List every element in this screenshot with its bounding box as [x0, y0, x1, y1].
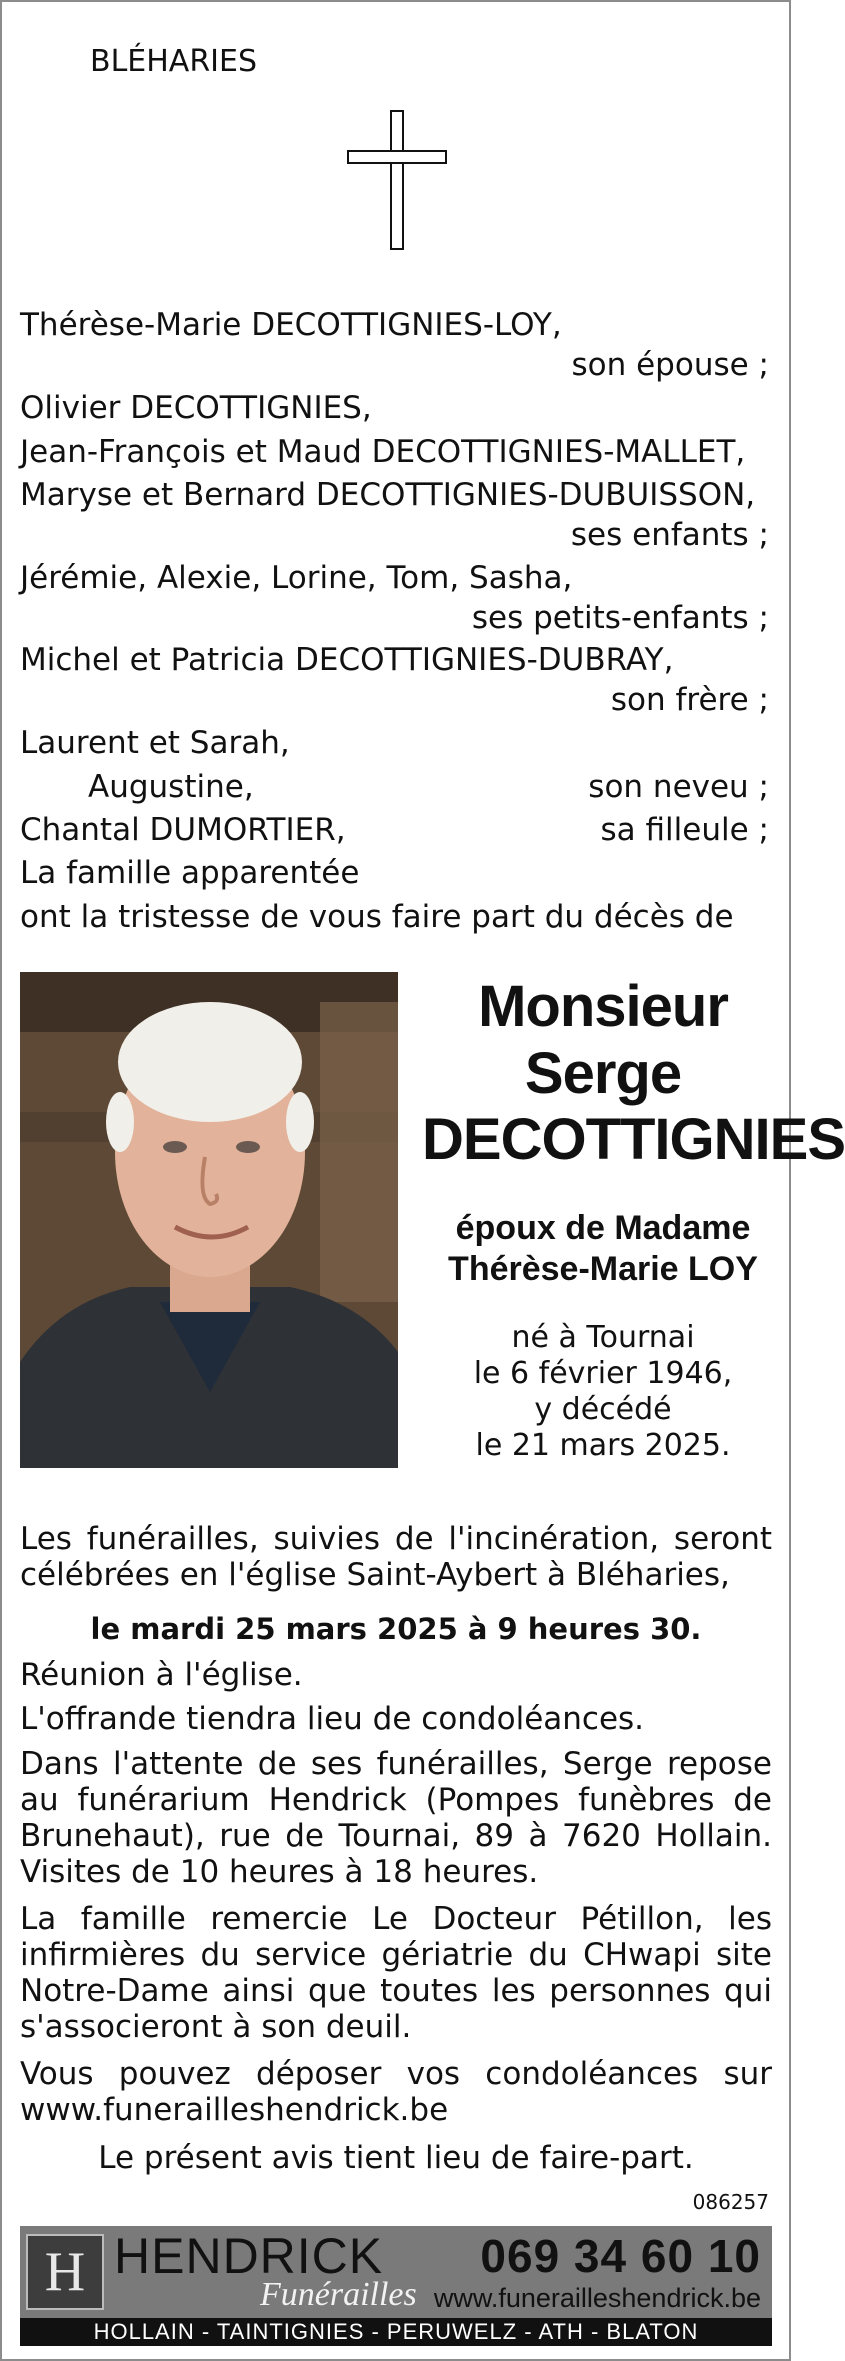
- birth-date: le 6 février 1946,: [473, 1355, 733, 1391]
- funeral-home-logo: [26, 2234, 104, 2310]
- deceased-block: [422, 974, 845, 1464]
- meeting-text: Réunion à l'église.: [20, 1657, 303, 1693]
- birth-place: né à Tournai: [511, 1319, 695, 1355]
- family-relation: son épouse ;: [571, 347, 769, 383]
- family-relation: sa filleule ;: [600, 812, 769, 848]
- rest-text: Dans l'attente de ses funérailles, Serge repose au funérarium Hendrick (Pompes funèbres de Brunehaut), rue de Tournai, 89 à 7620 Hollain. Visites de 10 heures à 18 heures.: [20, 1746, 772, 1890]
- family-line: Laurent et Sarah,: [20, 725, 290, 761]
- family-line: Chantal DUMORTIER,: [20, 812, 346, 848]
- spouse-line: époux de Madame: [455, 1209, 751, 1248]
- offering-text: L'offrande tiendra lieu de condoléances.: [20, 1701, 645, 1737]
- announcement-line: ont la tristesse de vous faire part du décès de: [20, 899, 734, 935]
- condolences-paragraph: [20, 2057, 772, 2129]
- phone-number[interactable]: 069 34 60 10: [480, 2230, 761, 2282]
- family-line: La famille apparentée: [20, 855, 360, 891]
- logo-letter: H: [44, 2241, 86, 2303]
- death-date: le 21 mars 2025.: [475, 1427, 731, 1463]
- funeral-text: Les funérailles, suivies de l'incinération, seront célébrées en l'église Saint-Aybert à Bléharies,: [20, 1521, 772, 1593]
- family-line: Thérèse-Marie DECOTTIGNIES-LOY,: [20, 307, 562, 343]
- family-relation: son frère ;: [610, 682, 769, 718]
- reference-number: 086257: [692, 2190, 769, 2214]
- cross-icon: [347, 110, 447, 250]
- family-relation: ses enfants ;: [570, 517, 769, 553]
- family-line: Michel et Patricia DECOTTIGNIES-DUBRAY,: [20, 642, 674, 678]
- brand-name: HENDRICK: [114, 2228, 384, 2284]
- portrait-photo: [20, 972, 398, 1468]
- spouse-name: Thérèse-Marie LOY: [448, 1249, 758, 1288]
- family-line: Jean-François et Maud DECOTTIGNIES-MALLET,: [20, 434, 746, 470]
- funeral-date: le mardi 25 mars 2025 à 9 heures 30.: [90, 1612, 702, 1646]
- thanks-paragraph: [20, 1902, 772, 2046]
- website-link[interactable]: www.funerailleshendrick.be: [433, 2283, 761, 2313]
- rest-paragraph: [20, 1747, 772, 1891]
- deceased-last-name: DECOTTIGNIES: [422, 1107, 845, 1173]
- funeral-paragraph: [20, 1522, 772, 1594]
- death-place: y décédé: [534, 1391, 672, 1427]
- family-relation: son neveu ;: [588, 769, 769, 805]
- portrait-illustration: [20, 972, 398, 1468]
- place-heading: BLÉHARIES: [90, 44, 258, 79]
- family-line: Maryse et Bernard DECOTTIGNIES-DUBUISSON,: [20, 477, 756, 513]
- notice-line: Le présent avis tient lieu de faire-part.: [98, 2140, 694, 2176]
- meeting-paragraph: [20, 1658, 772, 1694]
- locations-strip: HOLLAIN - TAINTIGNIES - PERUWELZ - ATH - BLATON: [20, 2318, 772, 2346]
- brand-subtitle: Funérailles: [260, 2276, 417, 2313]
- family-line: Olivier DECOTTIGNIES,: [20, 390, 372, 426]
- family-line: Augustine,: [88, 769, 254, 805]
- thanks-text: La famille remercie Le Docteur Pétillon, les infirmières du service gériatrie du CHwapi site Notre-Dame ainsi que toutes les personnes qui s'associeront à son deuil.: [20, 1901, 772, 2045]
- offering-paragraph: [20, 1702, 772, 1738]
- family-line: Jérémie, Alexie, Lorine, Tom, Sasha,: [20, 560, 573, 596]
- family-relation: ses petits-enfants ;: [471, 600, 769, 636]
- deceased-title: Monsieur: [478, 974, 728, 1039]
- condolences-text: Vous pouvez déposer vos condoléances sur www.funerailleshendrick.be: [20, 2056, 772, 2128]
- deceased-first-name: Serge: [524, 1040, 682, 1106]
